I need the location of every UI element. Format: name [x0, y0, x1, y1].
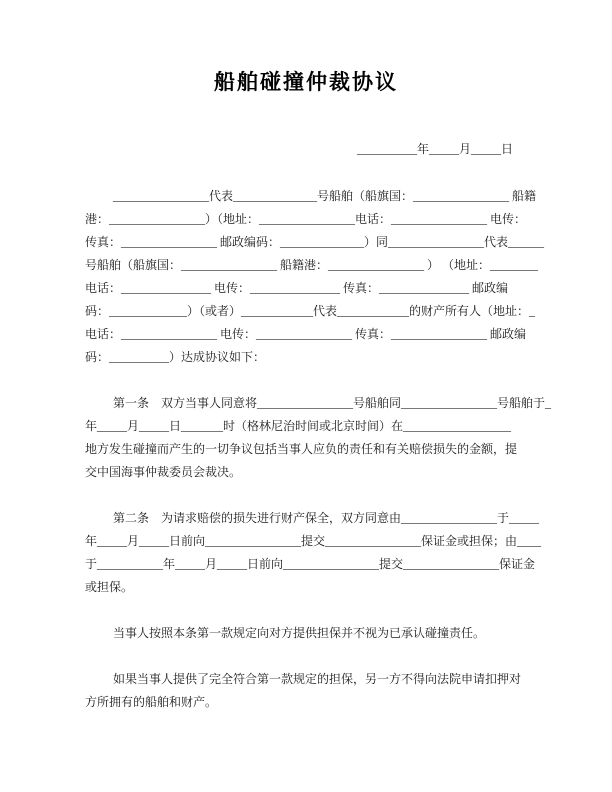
- document-title: 船舶碰撞仲裁协议: [214, 71, 398, 94]
- no-arrest-clause: [85, 668, 527, 714]
- text-line: 码：_____________）（或者）____________代表____________的财产所有人（地址：_: [85, 304, 536, 318]
- document-body: [85, 185, 552, 714]
- article-1: [85, 392, 552, 484]
- text-line: 电话：________________ 电传：________________ 传真：________________ 邮政编: [85, 327, 527, 341]
- date-line: __________年_____月_____日: [356, 142, 513, 156]
- text-line: 或担保。: [85, 580, 134, 594]
- text-line: 传真：________________ 邮政编码：______________）同________________代表______: [85, 235, 545, 249]
- text-line: 第二条 为请求赔偿的损失进行财产保全，双方同意由________________于_____: [113, 511, 540, 525]
- text-line: 号船舶（船旗国：________________ 船籍港：________________ ） （地址：________: [85, 258, 539, 272]
- text-line: 交中国海事仲裁委员会裁决。: [85, 465, 242, 479]
- security-not-admission-clause: [85, 622, 527, 645]
- text-line: 第一条 双方当事人同意将________________号船舶同________________号船舶于_: [113, 396, 552, 410]
- text-line: ________________代表______________号船舶（船旗国：________________ 船籍: [113, 189, 537, 203]
- parties-clause: [85, 185, 545, 369]
- text-line: 年_____月_____日_______时（格林尼治时间或北京时间）在__________________: [85, 419, 512, 433]
- text-line: 电话：_______________ 电传：_______________ 传真：_______________ 邮政编: [85, 281, 509, 295]
- article-2: [85, 507, 542, 599]
- text-line: 地方发生碰撞而产生的一切争议包括当事人应负的责任和有关赔偿损失的金额，提: [85, 442, 518, 456]
- text-line: 码：__________）达成协议如下：: [85, 350, 266, 364]
- text-line: 于___________年_____月_____日前向________________提交________________保证金: [85, 557, 536, 571]
- text-line: 如果当事人提供了完全符合第一款规定的担保，另一方不得向法院申请扣押对: [113, 672, 522, 686]
- text-line: 方所拥有的船舶和财产。: [85, 695, 218, 709]
- text-line: 当事人按照本条第一款规定向对方提供担保并不视为已承认碰撞责任。: [113, 626, 486, 640]
- text-line: 年_____月_____日前向________________提交________________保证金或担保；由____: [85, 534, 542, 548]
- text-line: 港：________________）（地址：________________电话：________________ 电传：: [85, 212, 527, 226]
